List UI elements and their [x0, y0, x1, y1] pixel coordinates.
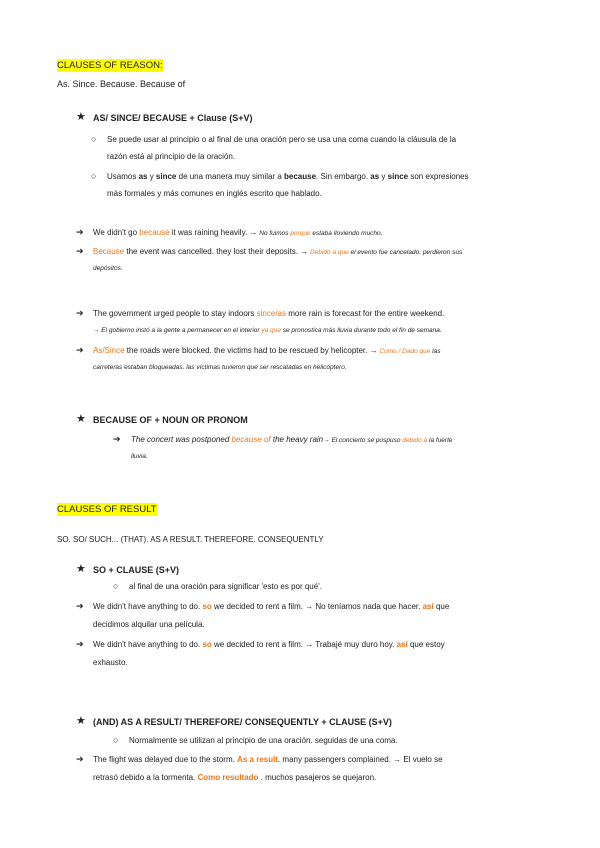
reason-heading: CLAUSES OF REASON:: [57, 60, 163, 71]
reason-section2-example-line2: lluvia.: [131, 453, 148, 460]
result-section2-example-line2: retrasó debido a la tormenta. Como resultado . muchos pasajeros se quejaron.: [93, 773, 377, 782]
reason-example2: Because the event was cancelled. they lost their deposits. → Debido a que el evento fue cancelado. perdieron sus: [93, 247, 463, 256]
reason-bullet1-line1: Se puede usar al principio o al final de una oración pero se usa una coma cuando la cláusula de la: [107, 135, 457, 144]
reason-example3: The government urged people to stay indoors since/as more rain is forecast for the entire weekend.: [93, 309, 445, 318]
arrow-icon: ➔: [76, 754, 84, 764]
result-example1: We didn't have anything to do. so we decided to rent a film. → No teníamos nada que hacer. así que: [93, 602, 450, 611]
arrow-icon: ➔: [76, 639, 84, 649]
result-example2: We didn't have anything to do. so we decided to rent a film. → Trabajé muy duro hoy. así que estoy: [93, 640, 445, 649]
reason-bullet2-line1: Usamos as y since de una manera muy similar a because. Sin embargo. as y since son expresiones: [107, 172, 469, 181]
circle-bullet-icon: ○: [113, 581, 119, 591]
arrow-icon: ➔: [113, 434, 121, 444]
result-section1-title: SO + CLAUSE (S+V): [93, 565, 180, 575]
result-heading: CLAUSES OF RESULT: [57, 504, 157, 515]
result-example1-line2: decidimos alquilar una película.: [93, 620, 205, 629]
reason-example1: We didn't go because it was raining heavily. → No fuimos porque estaba lloviendo mucho.: [93, 228, 383, 237]
reason-example4: As/Since the roads were blocked. the victims had to be rescued by helicopter. → Como / Dado que las: [93, 346, 441, 355]
reason-example3-translation: → El gobierno instó a la gente a permanecer en el interior ya que se pronostica más lluvia durante todo el fin de semana.: [93, 327, 442, 334]
star-icon: ★: [76, 111, 86, 123]
reason-section2-example: The concert was postponed because of the heavy rain→ El concierto se pospuso debido a la fuerte: [131, 435, 453, 444]
arrow-icon: ➔: [76, 227, 84, 237]
reason-section2-title: BECAUSE OF + NOUN OR PRONOM: [93, 415, 248, 425]
circle-bullet-icon: ○: [91, 134, 97, 144]
reason-example4-line2: carreteras estaban bloqueadas. las víctimas tuvieron que ser rescatadas en helicóptero.: [93, 364, 347, 371]
circle-bullet-icon: ○: [113, 735, 119, 745]
reason-example2-line2: depósitos.: [93, 265, 123, 272]
result-section2-example: The flight was delayed due to the storm. As a result. many passengers complained. → El vuelo se: [93, 755, 443, 764]
star-icon: ★: [76, 563, 86, 575]
result-section2-title: (AND) AS A RESULT/ THEREFORE/ CONSEQUENTLY + CLAUSE (S+V): [93, 717, 392, 727]
reason-section1-title: AS/ SINCE/ BECAUSE + Clause (S+V): [93, 113, 253, 123]
arrow-icon: ➔: [76, 601, 84, 611]
star-icon: ★: [76, 715, 86, 727]
reason-subtitle: As. Since. Because. Because of: [57, 79, 186, 89]
result-subtitle: SO. SO/ SUCH... (THAT). AS A RESULT. THEREFORE. CONSEQUENTLY: [57, 535, 324, 544]
result-section2-bullet1: Normalmente se utilizan al principio de una oración. seguidas de una coma.: [129, 736, 398, 745]
arrow-icon: ➔: [76, 345, 84, 355]
result-bullet1: al final de una oración para significar 'esto es por qué'.: [129, 582, 322, 591]
circle-bullet-icon: ○: [91, 171, 97, 181]
result-example2-line2: exhausto.: [93, 658, 128, 667]
arrow-icon: ➔: [76, 246, 84, 256]
reason-bullet2-line2: más formales y más comunes en inglés escrito que hablado.: [107, 189, 322, 198]
reason-bullet1-line2: razón está al principio de la oración.: [107, 152, 236, 161]
star-icon: ★: [76, 413, 86, 425]
arrow-icon: ➔: [76, 308, 84, 318]
